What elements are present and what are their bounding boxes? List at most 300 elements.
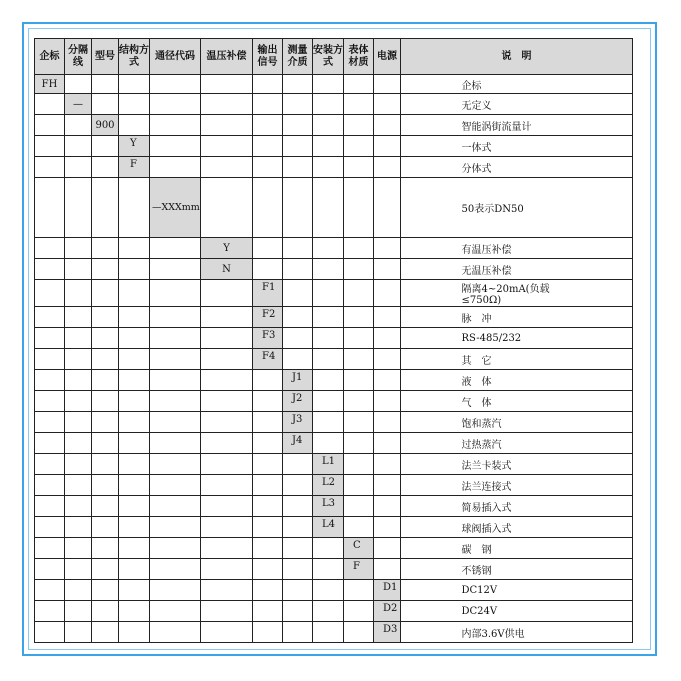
empty-cell — [313, 601, 344, 622]
empty-cell — [253, 259, 283, 280]
empty-cell — [201, 412, 253, 433]
table-row — [35, 517, 633, 538]
empty-cell — [374, 538, 401, 559]
empty-cell — [65, 454, 92, 475]
code-cell: Y — [119, 136, 150, 157]
empty-cell — [119, 238, 150, 259]
empty-cell — [119, 517, 150, 538]
empty-cell — [201, 580, 253, 601]
description-cell — [401, 475, 633, 496]
empty-cell — [201, 349, 253, 370]
description-text: 不锈钢 — [461, 565, 492, 577]
empty-cell — [313, 391, 344, 412]
code-cell: C — [344, 538, 374, 559]
empty-cell — [35, 136, 65, 157]
empty-cell — [150, 622, 201, 643]
description-cell — [401, 94, 633, 115]
empty-cell — [253, 538, 283, 559]
code-cell: N — [201, 259, 253, 280]
empty-cell — [283, 94, 313, 115]
description-cell — [401, 433, 633, 454]
empty-cell — [253, 496, 283, 517]
code-cell: J1 — [283, 370, 313, 391]
description-cell — [401, 136, 633, 157]
empty-cell — [374, 517, 401, 538]
empty-cell — [35, 94, 65, 115]
empty-cell — [119, 391, 150, 412]
empty-cell — [92, 328, 119, 349]
empty-cell — [119, 580, 150, 601]
empty-cell — [92, 178, 119, 238]
empty-cell — [150, 94, 201, 115]
empty-cell — [65, 496, 92, 517]
description-text: 智能涡街流量计 — [461, 121, 532, 133]
empty-cell — [253, 580, 283, 601]
header-body-material: 表体材质 — [344, 39, 374, 75]
empty-cell — [35, 280, 65, 307]
empty-cell — [65, 238, 92, 259]
empty-cell — [65, 349, 92, 370]
empty-cell — [65, 601, 92, 622]
empty-cell — [92, 157, 119, 178]
empty-cell — [201, 391, 253, 412]
empty-cell — [253, 238, 283, 259]
empty-cell — [65, 280, 92, 307]
empty-cell — [253, 157, 283, 178]
empty-cell — [119, 538, 150, 559]
empty-cell — [150, 307, 201, 328]
description-cell — [401, 75, 633, 94]
empty-cell — [119, 307, 150, 328]
description-text: 一体式 — [461, 142, 492, 154]
empty-cell — [150, 75, 201, 94]
description-cell — [401, 412, 633, 433]
description-text: 法兰连接式 — [461, 481, 512, 493]
empty-cell — [253, 115, 283, 136]
code-cell: L1 — [313, 454, 344, 475]
empty-cell — [35, 178, 65, 238]
empty-cell — [344, 280, 374, 307]
description-cell — [401, 178, 633, 238]
empty-cell — [313, 349, 344, 370]
empty-cell — [65, 370, 92, 391]
empty-cell — [65, 157, 92, 178]
description-text: 法兰卡装式 — [461, 460, 512, 472]
header-compensation: 温压补偿 — [201, 39, 253, 75]
empty-cell — [253, 412, 283, 433]
empty-cell — [150, 601, 201, 622]
description-cell — [401, 370, 633, 391]
table-row — [35, 412, 633, 433]
empty-cell — [92, 580, 119, 601]
empty-cell — [65, 538, 92, 559]
empty-cell — [35, 496, 65, 517]
empty-cell — [35, 538, 65, 559]
description-text: 饱和蒸汽 — [461, 418, 502, 430]
description-cell — [401, 328, 633, 349]
header-separator: 分隔线 — [65, 39, 92, 75]
empty-cell — [313, 280, 344, 307]
empty-cell — [344, 328, 374, 349]
empty-cell — [253, 517, 283, 538]
empty-cell — [119, 454, 150, 475]
description-cell — [401, 454, 633, 475]
empty-cell — [92, 517, 119, 538]
empty-cell — [35, 580, 65, 601]
header-model: 型号 — [92, 39, 119, 75]
empty-cell — [150, 475, 201, 496]
empty-cell — [313, 94, 344, 115]
empty-cell — [283, 280, 313, 307]
empty-cell — [253, 136, 283, 157]
empty-cell — [283, 328, 313, 349]
empty-cell — [344, 94, 374, 115]
empty-cell — [313, 157, 344, 178]
empty-cell — [374, 157, 401, 178]
empty-cell — [253, 75, 283, 94]
description-cell — [401, 280, 633, 307]
empty-cell — [374, 136, 401, 157]
code-cell: F2 — [253, 307, 283, 328]
description-cell — [401, 349, 633, 370]
empty-cell — [92, 349, 119, 370]
empty-cell — [313, 559, 344, 580]
table-row — [35, 136, 633, 157]
empty-cell — [313, 75, 344, 94]
empty-cell — [92, 391, 119, 412]
empty-cell — [283, 580, 313, 601]
empty-cell — [35, 622, 65, 643]
empty-cell — [201, 454, 253, 475]
empty-cell — [92, 259, 119, 280]
description-text: 过热蒸汽 — [461, 439, 502, 451]
empty-cell — [150, 433, 201, 454]
empty-cell — [374, 328, 401, 349]
code-cell: F — [119, 157, 150, 178]
empty-cell — [283, 496, 313, 517]
empty-cell — [283, 475, 313, 496]
header-power: 电源 — [374, 39, 401, 75]
empty-cell — [344, 454, 374, 475]
description-cell — [401, 157, 633, 178]
empty-cell — [374, 559, 401, 580]
empty-cell — [35, 475, 65, 496]
empty-cell — [150, 538, 201, 559]
description-cell — [401, 496, 633, 517]
empty-cell — [253, 475, 283, 496]
table-row — [35, 349, 633, 370]
header-company-standard: 企标 — [35, 39, 65, 75]
empty-cell — [92, 307, 119, 328]
empty-cell — [92, 601, 119, 622]
empty-cell — [150, 259, 201, 280]
header-bore-code: 通径代码 — [150, 39, 201, 75]
description-text: RS-485/232 — [461, 332, 522, 344]
empty-cell — [201, 115, 253, 136]
model-selection-table — [34, 38, 633, 643]
empty-cell — [313, 115, 344, 136]
empty-cell — [35, 238, 65, 259]
description-text: 碳 钢 — [461, 544, 492, 556]
empty-cell — [35, 349, 65, 370]
empty-cell — [150, 454, 201, 475]
empty-cell — [283, 454, 313, 475]
empty-cell — [283, 238, 313, 259]
empty-cell — [150, 136, 201, 157]
empty-cell — [119, 280, 150, 307]
empty-cell — [201, 370, 253, 391]
description-cell — [401, 538, 633, 559]
description-cell — [401, 517, 633, 538]
table-row — [35, 94, 633, 115]
code-cell: 900 — [92, 115, 119, 136]
empty-cell — [253, 178, 283, 238]
description-text: 球阀插入式 — [461, 523, 512, 535]
table-row — [35, 538, 633, 559]
empty-cell — [35, 259, 65, 280]
empty-cell — [253, 94, 283, 115]
empty-cell — [201, 517, 253, 538]
empty-cell — [283, 601, 313, 622]
code-cell: J4 — [283, 433, 313, 454]
table-row — [35, 391, 633, 412]
code-cell: F — [344, 559, 374, 580]
empty-cell — [344, 370, 374, 391]
empty-cell — [201, 538, 253, 559]
empty-cell — [92, 496, 119, 517]
empty-cell — [92, 94, 119, 115]
description-text: DC24V — [461, 605, 498, 617]
empty-cell — [374, 412, 401, 433]
empty-cell — [313, 412, 344, 433]
table-row — [35, 307, 633, 328]
empty-cell — [283, 259, 313, 280]
empty-cell — [374, 280, 401, 307]
empty-cell — [150, 349, 201, 370]
description-cell — [401, 115, 633, 136]
empty-cell — [283, 75, 313, 94]
table-row — [35, 496, 633, 517]
empty-cell — [374, 259, 401, 280]
empty-cell — [65, 115, 92, 136]
empty-cell — [35, 391, 65, 412]
description-text: 其 它 — [461, 355, 492, 367]
empty-cell — [92, 538, 119, 559]
empty-cell — [119, 559, 150, 580]
table-row — [35, 238, 633, 259]
empty-cell — [344, 433, 374, 454]
empty-cell — [374, 475, 401, 496]
description-text: 50表示DN50 — [461, 204, 524, 215]
empty-cell — [92, 559, 119, 580]
description-cell — [401, 307, 633, 328]
description-text: 脉 冲 — [461, 313, 492, 325]
empty-cell — [150, 496, 201, 517]
description-text: 企标 — [461, 80, 482, 92]
empty-cell — [344, 349, 374, 370]
description-text: 简易插入式 — [461, 502, 512, 514]
empty-cell — [201, 559, 253, 580]
empty-cell — [283, 517, 313, 538]
empty-cell — [35, 601, 65, 622]
empty-cell — [313, 178, 344, 238]
empty-cell — [92, 370, 119, 391]
empty-cell — [201, 178, 253, 238]
empty-cell — [65, 559, 92, 580]
description-text: 无温压补偿 — [461, 265, 512, 277]
code-cell: D1 — [374, 580, 401, 601]
description-text: 隔离4~20mA(负载≤750Ω) — [461, 284, 550, 306]
empty-cell — [150, 157, 201, 178]
table-row — [35, 75, 633, 94]
empty-cell — [35, 433, 65, 454]
empty-cell — [119, 433, 150, 454]
code-cell: L3 — [313, 496, 344, 517]
description-text: 无定义 — [461, 100, 492, 112]
empty-cell — [201, 307, 253, 328]
empty-cell — [65, 433, 92, 454]
empty-cell — [344, 517, 374, 538]
table-row — [35, 454, 633, 475]
table-row — [35, 601, 633, 622]
table-row — [35, 328, 633, 349]
code-cell: Y — [201, 238, 253, 259]
empty-cell — [374, 75, 401, 94]
empty-cell — [201, 136, 253, 157]
empty-cell — [150, 412, 201, 433]
empty-cell — [283, 349, 313, 370]
empty-cell — [253, 622, 283, 643]
empty-cell — [119, 412, 150, 433]
code-cell: L2 — [313, 475, 344, 496]
empty-cell — [283, 559, 313, 580]
empty-cell — [374, 238, 401, 259]
empty-cell — [374, 496, 401, 517]
empty-cell — [65, 328, 92, 349]
empty-cell — [313, 238, 344, 259]
empty-cell — [35, 370, 65, 391]
empty-cell — [65, 412, 92, 433]
empty-cell — [65, 391, 92, 412]
empty-cell — [313, 136, 344, 157]
empty-cell — [150, 238, 201, 259]
empty-cell — [253, 559, 283, 580]
empty-cell — [374, 391, 401, 412]
empty-cell — [150, 280, 201, 307]
empty-cell — [35, 307, 65, 328]
empty-cell — [313, 538, 344, 559]
empty-cell — [92, 280, 119, 307]
empty-cell — [92, 475, 119, 496]
empty-cell — [253, 433, 283, 454]
description-cell — [401, 601, 633, 622]
empty-cell — [35, 328, 65, 349]
empty-cell — [344, 412, 374, 433]
description-cell — [401, 622, 633, 643]
empty-cell — [65, 178, 92, 238]
empty-cell — [344, 238, 374, 259]
table-body — [35, 75, 633, 643]
empty-cell — [201, 496, 253, 517]
header-output-signal: 输出信号 — [253, 39, 283, 75]
empty-cell — [344, 259, 374, 280]
empty-cell — [283, 157, 313, 178]
empty-cell — [253, 601, 283, 622]
empty-cell — [150, 559, 201, 580]
empty-cell — [344, 178, 374, 238]
empty-cell — [374, 349, 401, 370]
empty-cell — [35, 157, 65, 178]
empty-cell — [201, 328, 253, 349]
empty-cell — [150, 391, 201, 412]
empty-cell — [65, 75, 92, 94]
empty-cell — [283, 538, 313, 559]
empty-cell — [65, 517, 92, 538]
description-text: 液 体 — [461, 376, 492, 388]
header-row — [35, 39, 633, 75]
code-cell: D2 — [374, 601, 401, 622]
empty-cell — [201, 433, 253, 454]
description-cell — [401, 391, 633, 412]
description-cell — [401, 238, 633, 259]
empty-cell — [344, 136, 374, 157]
empty-cell — [313, 328, 344, 349]
empty-cell — [65, 580, 92, 601]
code-cell: L4 — [313, 517, 344, 538]
empty-cell — [344, 622, 374, 643]
empty-cell — [65, 307, 92, 328]
empty-cell — [119, 370, 150, 391]
table-row — [35, 115, 633, 136]
empty-cell — [119, 622, 150, 643]
code-cell: —XXXmm — [150, 178, 201, 238]
table-row — [35, 178, 633, 238]
code-cell: F3 — [253, 328, 283, 349]
empty-cell — [344, 580, 374, 601]
empty-cell — [374, 454, 401, 475]
table-row — [35, 475, 633, 496]
description-text: DC12V — [461, 584, 498, 596]
description-cell — [401, 259, 633, 280]
empty-cell — [150, 115, 201, 136]
empty-cell — [92, 238, 119, 259]
empty-cell — [35, 412, 65, 433]
empty-cell — [201, 280, 253, 307]
empty-cell — [119, 496, 150, 517]
code-cell: D3 — [374, 622, 401, 643]
empty-cell — [374, 370, 401, 391]
empty-cell — [119, 75, 150, 94]
empty-cell — [65, 136, 92, 157]
empty-cell — [313, 433, 344, 454]
empty-cell — [35, 115, 65, 136]
empty-cell — [35, 454, 65, 475]
table-row — [35, 433, 633, 454]
empty-cell — [283, 115, 313, 136]
empty-cell — [201, 157, 253, 178]
empty-cell — [119, 178, 150, 238]
empty-cell — [283, 307, 313, 328]
header-description: 说 明 — [401, 39, 633, 75]
empty-cell — [119, 259, 150, 280]
empty-cell — [201, 75, 253, 94]
empty-cell — [92, 622, 119, 643]
header-medium: 测量介质 — [283, 39, 313, 75]
empty-cell — [201, 601, 253, 622]
empty-cell — [119, 94, 150, 115]
empty-cell — [344, 157, 374, 178]
table-row — [35, 580, 633, 601]
